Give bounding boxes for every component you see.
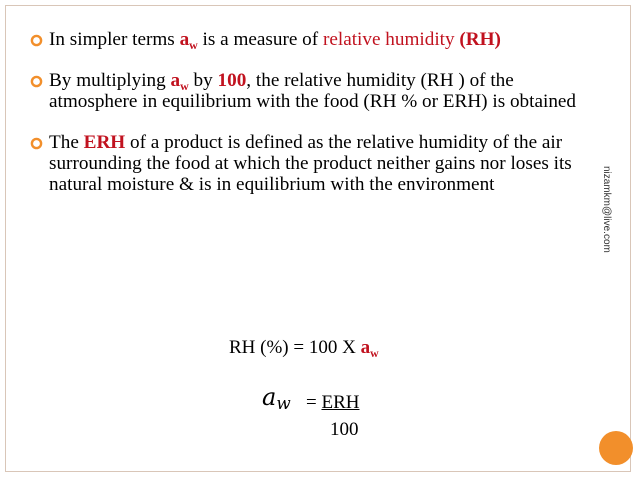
aw-formula-equals: = (306, 392, 322, 413)
bullet-text (49, 132, 572, 195)
corner-decoration-circle (599, 431, 633, 465)
rh-formula-variable: a (360, 337, 371, 358)
rh-formula-subscript: w (370, 347, 379, 361)
bullet-highlight-text: ERH (83, 132, 126, 153)
bullet-text (49, 70, 576, 112)
aw-symbol-subscript: w (276, 393, 291, 414)
bullet-highlight-text: a (179, 29, 190, 50)
aw-formula (306, 392, 359, 414)
bullet-plain-text: The (49, 132, 84, 153)
aw-symbol-letter: a (262, 383, 277, 411)
bullet-list (30, 29, 595, 195)
author-email-watermark: nizamkm@live.com (601, 166, 612, 253)
aw-formula-denominator: 100 (330, 419, 359, 440)
bullet-plain-text: by (188, 70, 218, 91)
bullet-highlight-text: (RH) (459, 29, 501, 50)
bullet-highlight-text: relative humidity (322, 29, 460, 50)
bullet-highlight-text: 100 (217, 70, 247, 91)
bullet-highlight-text: a (170, 70, 181, 91)
bullet-plain-text: In simpler terms (49, 29, 180, 50)
ring-bullet-icon (30, 137, 43, 150)
bullet-highlight-text: w (189, 38, 198, 53)
bullet-text (49, 29, 501, 53)
ring-bullet-icon (30, 34, 43, 47)
ring-bullet-icon (30, 75, 43, 88)
bullet-plain-text: , the relative humidity (RH ) of the atmosphere in equilibrium with the food (RH % or ERH) is obtained (49, 70, 577, 112)
bullet-item (30, 70, 595, 112)
bullet-plain-text: is a measure of (197, 29, 323, 50)
aw-symbol (262, 383, 291, 414)
bullet-plain-text: of a product is defined as the relative humidity of the air surrounding the food at which the product neither gains nor loses its natural moisture & is in equilibrium with the environment (49, 132, 572, 195)
rh-formula (229, 336, 379, 360)
bullet-plain-text: By multiplying (49, 70, 171, 91)
bullet-item (30, 132, 595, 195)
aw-formula-numerator: ERH (321, 392, 360, 413)
bullet-item (30, 29, 595, 53)
bullet-highlight-text: w (180, 79, 189, 94)
rh-formula-prefix: RH (%) = 100 X (229, 337, 361, 358)
